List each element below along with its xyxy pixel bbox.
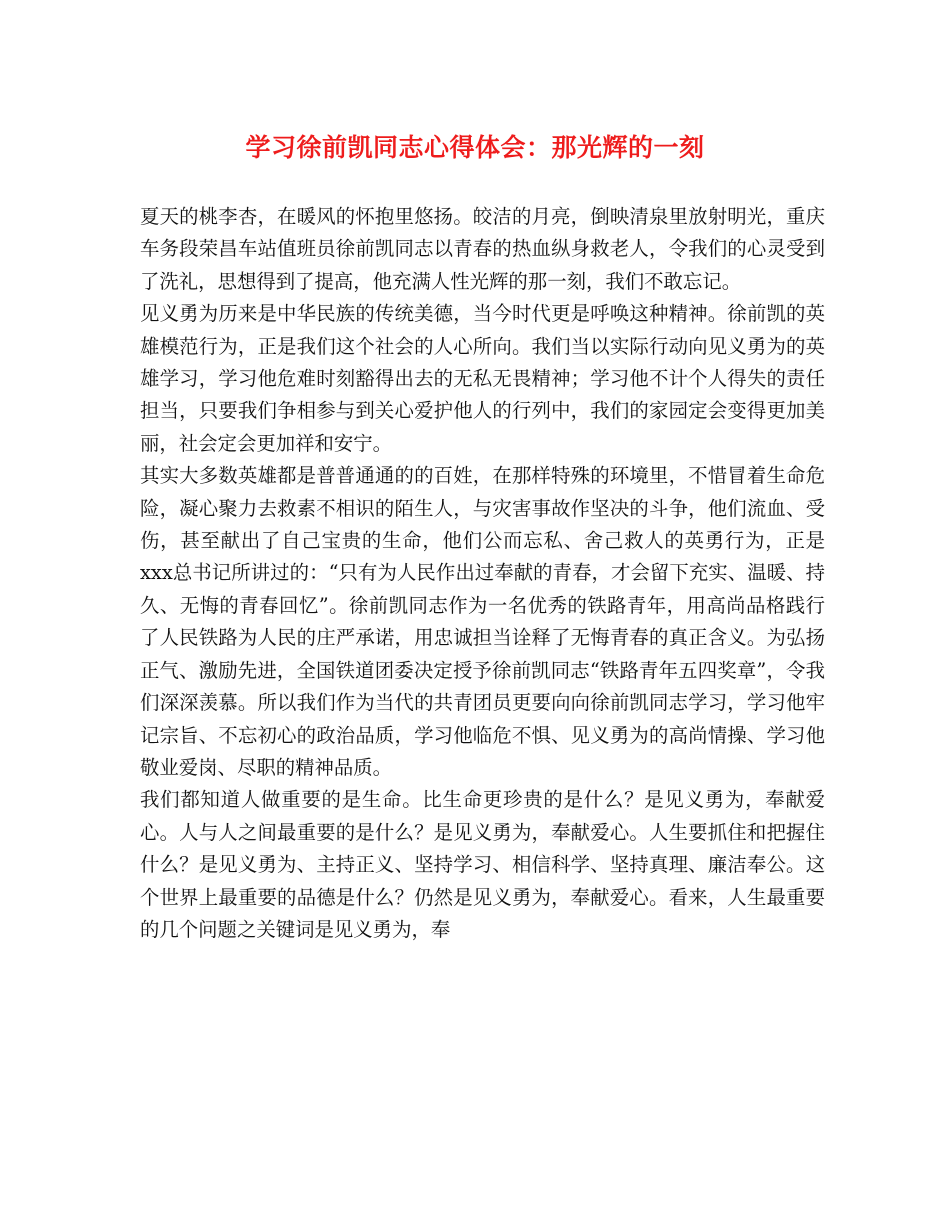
paragraph: 夏天的桃李杏，在暖风的怀抱里悠扬。皎洁的月亮，倒映清泉里放射明光，重庆车务段荣昌车站值班员徐前凯同志以青春的热血纵身救老人，令我们的心灵受到了洗礼，思想得到了提高，他充满人性光辉的那一刻，我们不敢忘记。 (140, 205, 825, 293)
document-title: 学习徐前凯同志心得体会：那光辉的一刻 (245, 133, 705, 162)
document-body (140, 201, 825, 946)
paragraph: 见义勇为历来是中华民族的传统美德，当今时代更是呼唤这种精神。徐前凯的英雄模范行为，正是我们这个社会的人心所向。我们当以实际行动向见义勇为的英雄学习，学习他危难时刻豁得出去的无私无畏精神；学习他不计个人得失的责任担当，只要我们争相参与到关心爱护他人的行列中，我们的家园定会变得更加美丽，社会定会更加祥和安宁。 (140, 302, 825, 455)
paragraph: 其实大多数英雄都是普普通通的的百姓，在那样特殊的环境里，不惜冒着生命危险，凝心聚力去救素不相识的陌生人，与灾害事故作坚决的斗争，他们流血、受伤，甚至献出了自己宝贵的生命，他们公而忘私、舍己救人的英勇行为，正是xxx总书记所讲过的：“只有为人民作出过奉献的青春，才会留下充实、温暖、持久、无悔的青春回忆”。徐前凯同志作为一名优秀的铁路青年，用高尚品格践行了人民铁路为人民的庄严承诺，用忠诚担当诠释了无悔青春的真正含义。为弘扬正气、激励先进，全国铁道团委决定授予徐前凯同志“铁路青年五四奖章”，令我们深深羡慕。所以我们作为当代的共青团员更要向向徐前凯同志学习，学习他牢记宗旨、不忘初心的政治品质，学习他临危不惧、见义勇为的高尚情操、学习他敬业爱岗、尽职的精神品质。 (140, 464, 825, 779)
paragraph: 我们都知道人做重要的是生命。比生命更珍贵的是什么？是见义勇为，奉献爱心。人与人之间最重要的是什么？是见义勇为，奉献爱心。人生要抓住和把握住什么？是见义勇为、主持正义、坚持学习、相信科学、坚持真理、廉洁奉公。这个世界上最重要的品德是什么？仍然是见义勇为，奉献爱心。看来，人生最重要的几个问题之关键词是见义勇为，奉 (140, 788, 825, 941)
